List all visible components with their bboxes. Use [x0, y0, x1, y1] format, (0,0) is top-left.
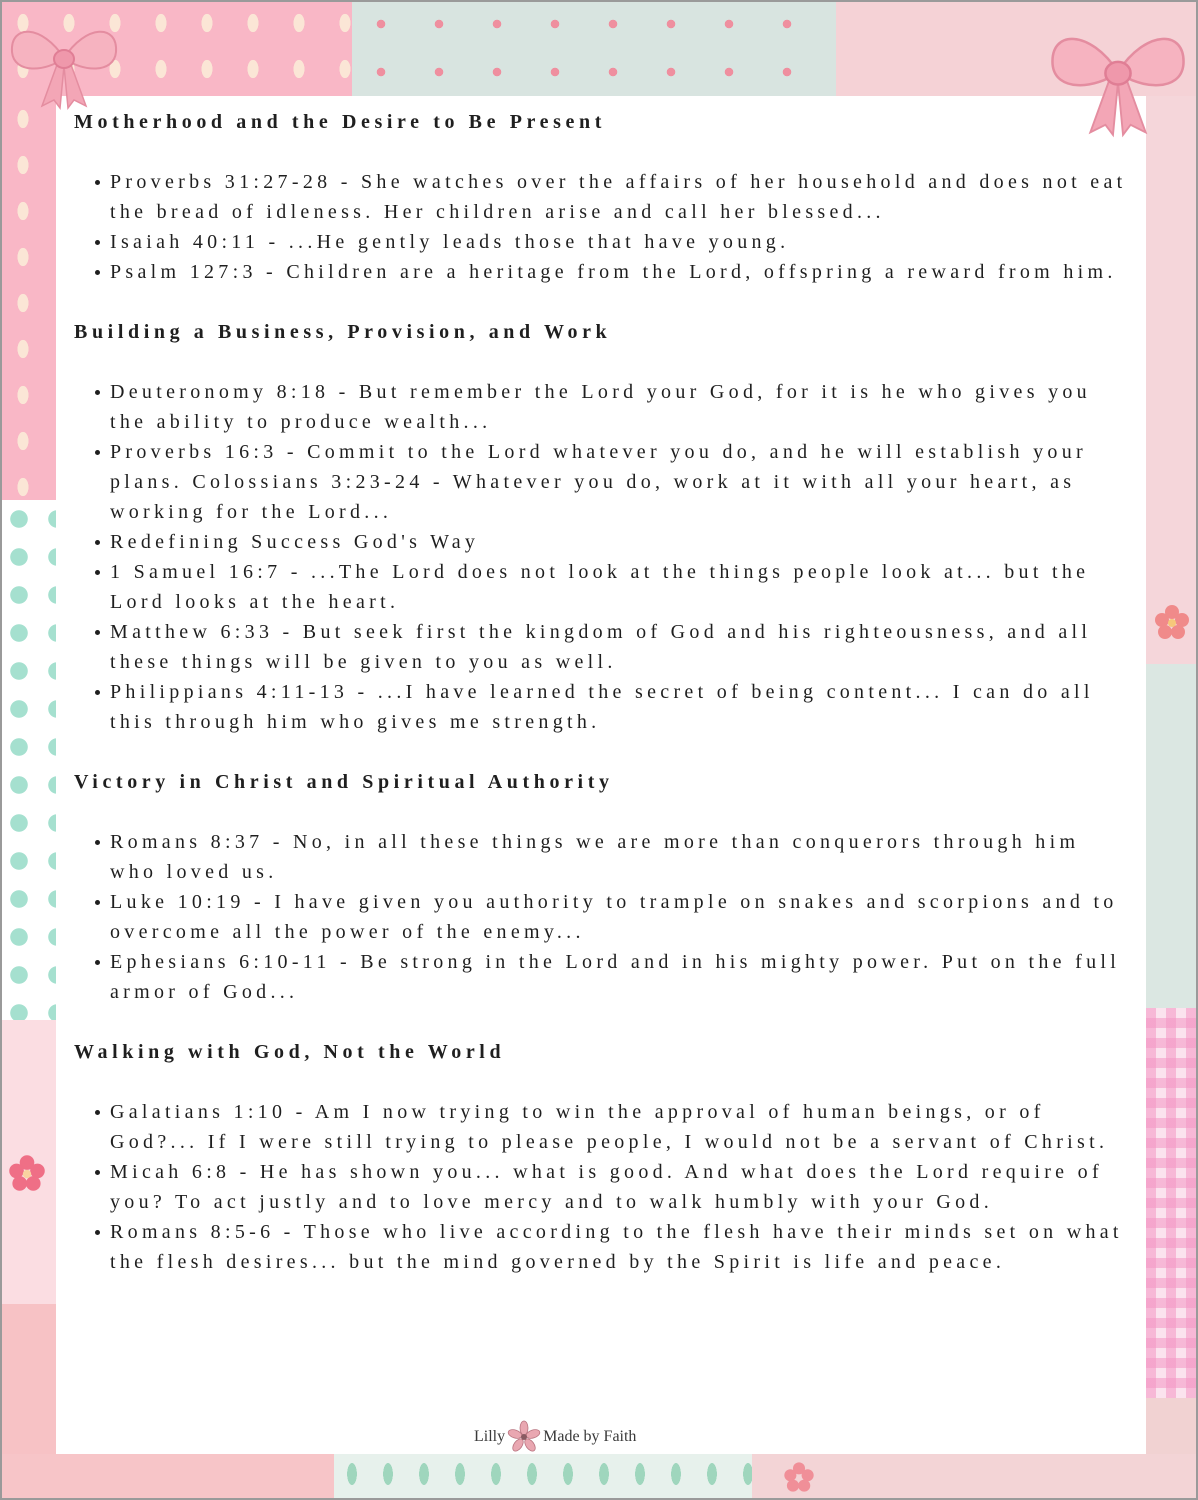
verse-item: Psalm 127:3 - Children are a heritage from the Lord, offspring a reward from him.	[110, 257, 1134, 287]
verse-item: Proverbs 31:27-28 - She watches over the affairs of her household and does not eat the bread of idleness. Her children arise and call her blessed...	[110, 167, 1134, 227]
section-heading-walking: Walking with God, Not the World	[74, 1041, 506, 1063]
verse-item: Romans 8:5-6 - Those who live according to the flesh have their minds set on what the flesh desires... but the mind governed by the Spirit is life and peace.	[110, 1217, 1134, 1277]
verse-item: Micah 6:8 - He has shown you... what is good. And what does the Lord require of you? To act justly and to love mercy and to walk humbly with your God.	[110, 1157, 1134, 1217]
verse-item: Romans 8:37 - No, in all these things we are more than conquerors through him who loved us.	[110, 827, 1134, 887]
section-heading-business: Building a Business, Provision, and Work	[74, 321, 612, 343]
verse-item: Galatians 1:10 - Am I now trying to win the approval of human beings, or of God?... If I were still trying to please people, I would not be a servant of Christ.	[110, 1097, 1134, 1157]
verse-item: Deuteronomy 8:18 - But remember the Lord your God, for it is he who gives you the ability to produce wealth...	[110, 377, 1134, 437]
logo-text-left: Lilly	[474, 1428, 506, 1445]
verse-item: Isaiah 40:11 - ...He gently leads those that have young.	[110, 227, 1134, 257]
section-heading-motherhood: Motherhood and the Desire to Be Present	[74, 111, 606, 133]
verse-item: Luke 10:19 - I have given you authority to trample on snakes and scorpions and to overcome all the power of the enemy...	[110, 887, 1134, 947]
logo-text-right: Made by Faith	[543, 1428, 637, 1445]
verse-item: Matthew 6:33 - But seek first the kingdom of God and his righteousness, and all these things will be given to you as well.	[110, 617, 1134, 677]
verse-item: Philippians 4:11-13 - ...I have learned the secret of being content... I can do all this through him who gives me strength.	[110, 677, 1134, 737]
verse-item: Proverbs 16:3 - Commit to the Lord whatever you do, and he will establish your plans. Colossians 3:23-24 - Whatever you do, work at it with all your heart, as working for the Lord...	[110, 437, 1134, 527]
verse-item: 1 Samuel 16:7 - ...The Lord does not look at the things people look at... but the Lord looks at the heart.	[110, 557, 1134, 617]
verse-item: Ephesians 6:10-11 - Be strong in the Lord and in his mighty power. Put on the full armor of God...	[110, 947, 1134, 1007]
section-heading-victory: Victory in Christ and Spiritual Authority	[74, 771, 614, 793]
verse-item: Redefining Success God's Way	[110, 527, 1134, 557]
